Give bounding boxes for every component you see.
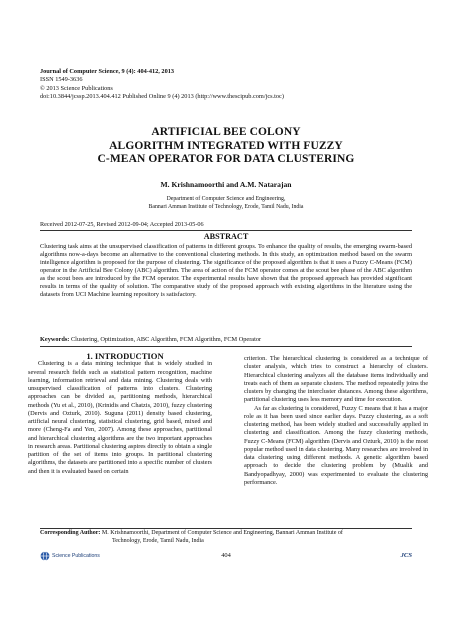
abstract-heading: ABSTRACT (203, 232, 249, 241)
submission-dates: Received 2012-07-25, Revised 2012-09-04; Accepted 2013-05-06 (40, 221, 412, 231)
page-number: 404 (221, 552, 231, 559)
keywords-text: Clustering, Optimization, ABC Algorithm, FCM Algorithm, FCM Operator (69, 336, 262, 343)
intro-paragraph-1: Clustering is a data mining technique that is widely studied in several research fields such as statistical pattern recognition, machine learning, information retrieval and data mining. Clustering deals with unsupervised classification of patterns into clusters. Clustering approaches can be divided as, partitioning methods, hierarchical methods (Yu et al., 2010), (Krinidis and Chatzis, 2010), fuzzy clustering (Dervis and Ozturk, 2010). Suguna (2011) density based clustering, artificial neural clustering, statistical clustering, grid based, mixed and more (Cheng-Fa and Yen, 2007). Among these approaches, partitional and hierarchical clustering algorithms are the two important approaches in research areas. Partitional clustering aspires directly to obtain a single partition of the set of items into groups. In partitional clustering algorithms, the datasets are partitioned into a specific number of clusters and then it is evaluated based on certain (28, 360, 212, 475)
left-column (28, 352, 212, 476)
affiliation (40, 196, 412, 211)
authors: M. Krishnamoorthi and A.M. Natarajan (160, 180, 292, 189)
publisher-name: Science Publications (52, 553, 100, 559)
page-footer (40, 551, 412, 563)
corresponding-label: Corresponding Author: (40, 530, 101, 536)
intro-paragraph-3: As far as clustering is considered, Fuzzy C means that it has a major role as it has been used since earlier days. Fuzzy clustering, as a soft clustering method, has been widely studied and successfully applied in clustering and classification. Among the fuzzy clustering methods, Fuzzy C-Means (FCM) algorithm (Dervis and Ozturk, 2010) is the most popular method used in data clustering. Many researches are involved in data clustering using different methods. A genetic algorithm based approach to decide the clustering problem by (Mualik and Bandyopadhyay, 2000) was experimented to evaluate the clustering performance. (244, 404, 428, 486)
corresponding-text-2: Technology, Erode, Tamil Nadu, India (112, 537, 204, 544)
title-line-2: ALGORITHM INTEGRATED WITH FUZZY (109, 139, 343, 152)
abstract-text: Clustering task aims at the unsupervised classification of patterns in different groups. To enhance the quality of results, the emerging swarm-based algorithms now-a-days become an alternative to the conventional clustering methods. In this study, an optimization method based on the swarm intelligence algorithm is proposed for the purpose of clustering. The significance of the proposed algorithm is that it uses a Fuzzy C-Means (FCM) operator in the Artificial Bee Colony (ABC) algorithm. The area of action of the FCM operator comes at the scout bee phase of the ABC algorithm as the scout bees are introduced by the FCM operator. The experimental results have shown that the proposed approach has provided significant results in terms of the quality of solution. The comparative study of the proposed approach with existing algorithms in the literature using the datasets from UCI Machine learning repository is satisfactory. (40, 243, 412, 299)
corresponding-author (40, 528, 412, 545)
right-column (244, 355, 428, 487)
journal-info (40, 68, 284, 101)
journal-abbrev: JCS (400, 552, 412, 559)
copyright: © 2013 Science Publications (40, 84, 113, 92)
corresponding-text: M. Krishnamoorthi, Department of Computer Science and Engineering, Bannari Amman Institute of (100, 530, 343, 536)
affiliation-line-1: Department of Computer Science and Engineering, (166, 196, 286, 202)
paper-title (40, 126, 412, 167)
intro-paragraph-2: criterion. The hierarchical clustering is considered as a technique of cluster analysis, which tries to construct a hierarchy of clusters. Hierarchical clustering analyzes all the database items individually and treats each of them as separate clusters. The method repeatedly joins the clusters by changing the intercluster distances. Among these algorithms, partitional clustering uses less memory and time for execution. (244, 355, 428, 404)
journal-name: Journal of Computer Science, 9 (4): 404-412, 2013 (40, 68, 175, 75)
keywords-label: Keywords: (40, 336, 70, 343)
issn: ISSN 1549-3636 (40, 76, 83, 84)
title-line-1: ARTIFICIAL BEE COLONY (151, 126, 301, 138)
affiliation-line-2: Bannari Amman Institute of Technology, Erode, Tamil Nadu, India (148, 203, 304, 210)
section-heading: 1. INTRODUCTION (86, 351, 164, 361)
keywords (40, 336, 412, 347)
doi-line[interactable]: doi:10.3844/jcssp.2013.404.412 Published Online 9 (4) 2013 (http://www.thescipub.com/jcs.toc) (40, 92, 284, 100)
title-line-3: C-MEAN OPERATOR FOR DATA CLUSTERING (97, 153, 355, 166)
